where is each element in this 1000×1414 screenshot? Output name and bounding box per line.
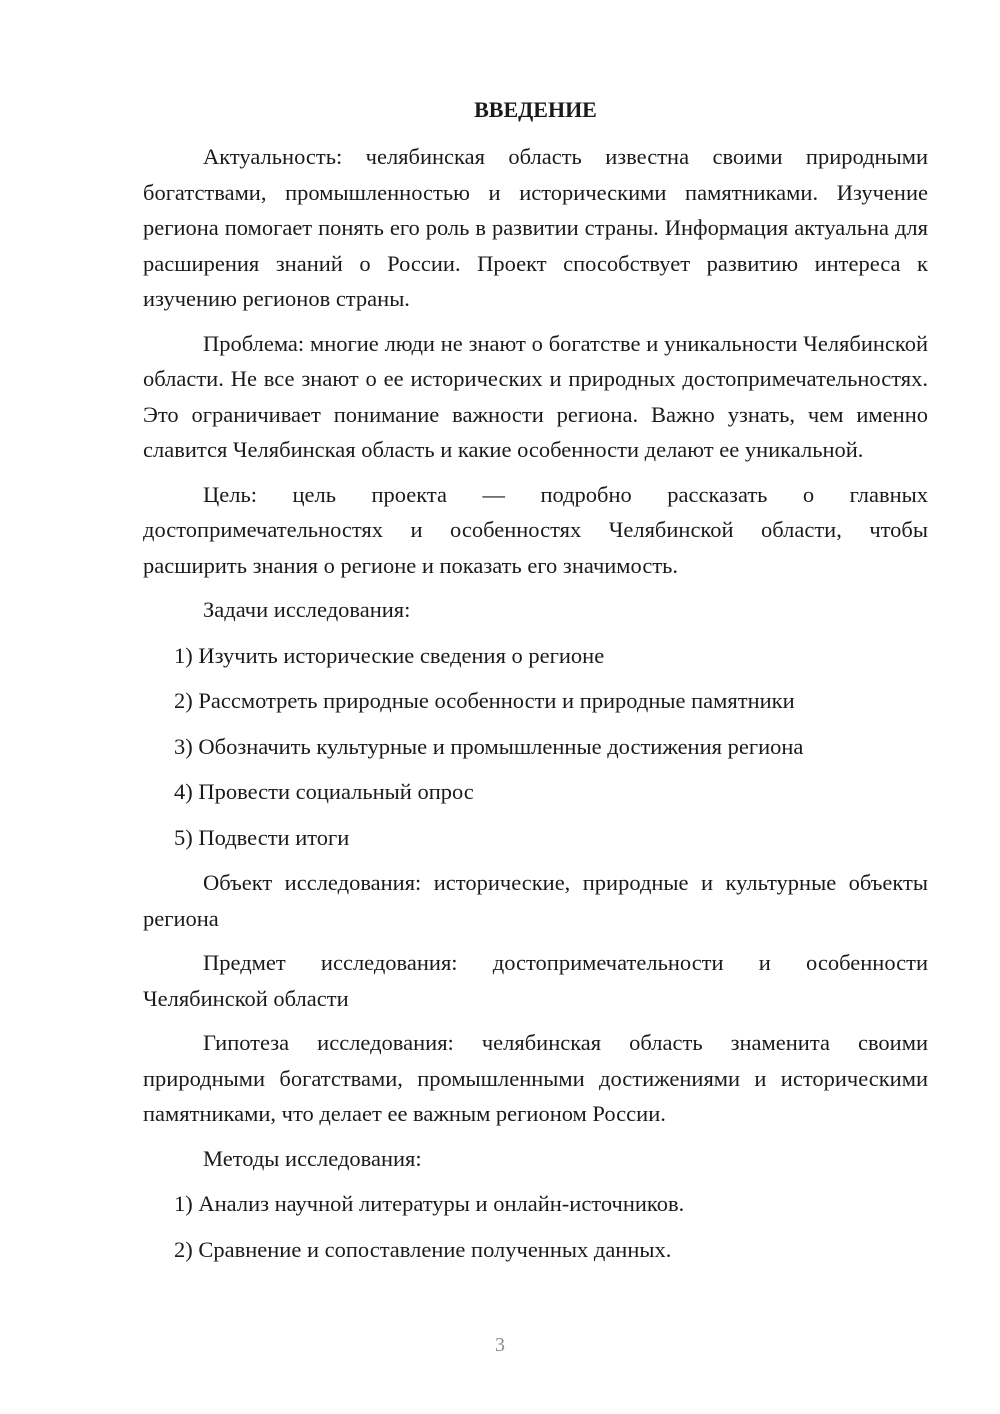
subject-paragraph: Предмет исследования: достопримечательности и особенности Челябинской области <box>143 950 928 1011</box>
object-paragraph: Объект исследования: исторические, природные и культурные объекты региона <box>143 870 928 931</box>
goal-paragraph: Цель: цель проекта — подробно рассказать о главных достопримечательностях и особенностях Челябинской области, чтобы расширить знания о регионе и показать его значимость. <box>143 481 928 578</box>
methods-list <box>143 1186 928 1267</box>
hypothesis-paragraph: Гипотеза исследования: челябинская область знаменита своими природными богатствами, промышленными достижениями и историческими памятниками, что делает ее важным регионом России. <box>143 1030 928 1126</box>
list-item: 5) Подвести итоги <box>174 824 350 850</box>
tasks-heading: Задачи исследования: <box>203 597 411 622</box>
page-number: 3 <box>495 1334 505 1356</box>
list-item: 1) Анализ научной литературы и онлайн-источников. <box>174 1191 685 1216</box>
list-item: 4) Провести социальный опрос <box>174 779 474 804</box>
list-item: 1) Изучить исторические сведения о регионе <box>174 642 605 668</box>
methods-heading: Методы исследования: <box>203 1145 422 1171</box>
relevance-paragraph: Актуальность: челябинская область известна своими природными богатствами, промышленностью и историческими памятниками. Изучение региона помогает понять его роль в развитии страны. Информация актуальна для расширения знаний о России. Проект способствует развитию интереса к изучению регионов страны. <box>143 144 928 311</box>
list-item: 2) Рассмотреть природные особенности и природные памятники <box>174 688 795 713</box>
document-title: ВВЕДЕНИЕ <box>474 97 597 122</box>
list-item: 2) Сравнение и сопоставление полученных данных. <box>174 1236 672 1262</box>
problem-paragraph: Проблема: многие люди не знают о богатстве и уникальности Челябинской области. Не все знают о ее исторических и природных достопримечательностях. Это ограничивает понимание важности региона. Важно узнать, чем именно славится Челябинская область и какие особенности делают ее уникальной. <box>143 330 928 462</box>
tasks-list <box>143 638 928 856</box>
document-page <box>143 92 928 1277</box>
list-item: 3) Обозначить культурные и промышленные достижения региона <box>174 733 804 759</box>
